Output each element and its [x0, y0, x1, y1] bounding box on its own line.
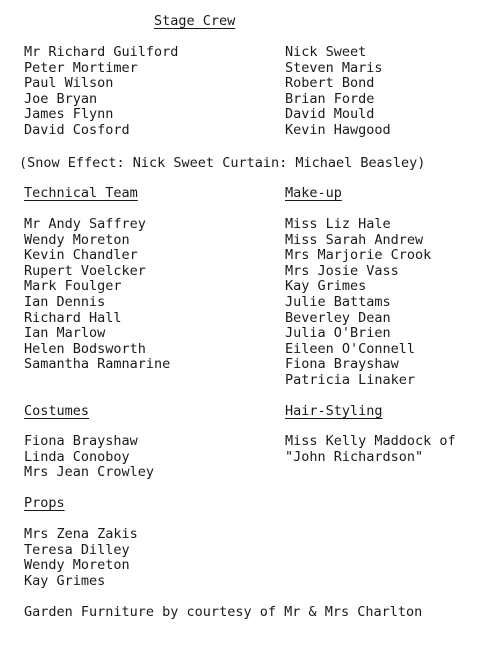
list-item: Fiona Brayshaw — [24, 433, 138, 449]
list-item: Kevin Hawgood — [285, 121, 391, 138]
list-item: Kevin Chandler — [24, 247, 138, 264]
list-item: Ian Marlow — [24, 325, 106, 342]
stage-crew-right-list — [285, 45, 391, 139]
list-item: Julie Battams — [285, 293, 391, 310]
list-item: Samantha Ramnarine — [24, 356, 171, 373]
list-item: Patricia Linaker — [285, 371, 416, 388]
list-item: Steven Maris — [285, 59, 383, 76]
list-item: Mrs Jean Crowley — [24, 464, 155, 481]
list-item: "John Richardson" — [285, 448, 424, 465]
technical-team-list — [24, 217, 170, 373]
list-item: Miss Sarah Andrew — [285, 231, 424, 248]
list-item: Miss Liz Hale — [285, 216, 391, 232]
credits-note: (Snow Effect: Nick Sweet Curtain: Michael Beasley) — [19, 155, 426, 171]
footer-note: Garden Furniture by courtesy of Mr & Mrs Charlton — [24, 604, 423, 620]
list-item: Richard Hall — [24, 309, 122, 326]
props-list — [24, 527, 138, 589]
list-item: Kay Grimes — [24, 572, 106, 589]
list-item: Peter Mortimer — [24, 59, 138, 76]
list-item: Mr Richard Guilford — [24, 44, 179, 60]
list-item: Wendy Moreton — [24, 231, 130, 248]
list-item: Eileen O'Connell — [285, 340, 416, 357]
list-item: Mrs Marjorie Crook — [285, 247, 432, 264]
list-item: David Mould — [285, 106, 375, 123]
list-item: Paul Wilson — [24, 75, 114, 92]
stage-crew-heading: Stage Crew — [154, 13, 236, 29]
list-item: Brian Forde — [285, 90, 375, 107]
list-item: Fiona Brayshaw — [285, 356, 399, 373]
list-item: David Cosford — [24, 121, 130, 138]
list-item: Robert Bond — [285, 75, 375, 92]
list-item: Mrs Josie Vass — [285, 262, 399, 279]
list-item: Miss Kelly Maddock of — [285, 433, 456, 449]
hair-styling-list — [285, 434, 456, 465]
list-item: Linda Conoboy — [24, 448, 130, 465]
list-item: Ian Dennis — [24, 293, 106, 310]
costumes-list — [24, 434, 154, 481]
list-item: Wendy Moreton — [24, 557, 130, 574]
list-item: Rupert Voelcker — [24, 262, 146, 279]
make-up-heading: Make-up — [285, 185, 342, 201]
list-item: Joe Bryan — [24, 90, 98, 107]
stage-crew-left-list — [24, 45, 178, 139]
list-item: Julia O'Brien — [285, 325, 391, 342]
technical-team-heading: Technical Team — [24, 185, 138, 201]
list-item: Mrs Zena Zakis — [24, 526, 138, 542]
list-item: Mark Foulger — [24, 278, 122, 295]
list-item: Kay Grimes — [285, 278, 367, 295]
list-item: James Flynn — [24, 106, 114, 123]
hair-styling-heading: Hair-Styling — [285, 403, 383, 419]
list-item: Beverley Dean — [285, 309, 391, 326]
list-item: Teresa Dilley — [24, 541, 130, 558]
make-up-list — [285, 217, 431, 389]
props-heading: Props — [24, 495, 65, 511]
list-item: Mr Andy Saffrey — [24, 216, 146, 232]
list-item: Nick Sweet — [285, 44, 367, 60]
list-item: Helen Bodsworth — [24, 340, 146, 357]
costumes-heading: Costumes — [24, 403, 90, 419]
